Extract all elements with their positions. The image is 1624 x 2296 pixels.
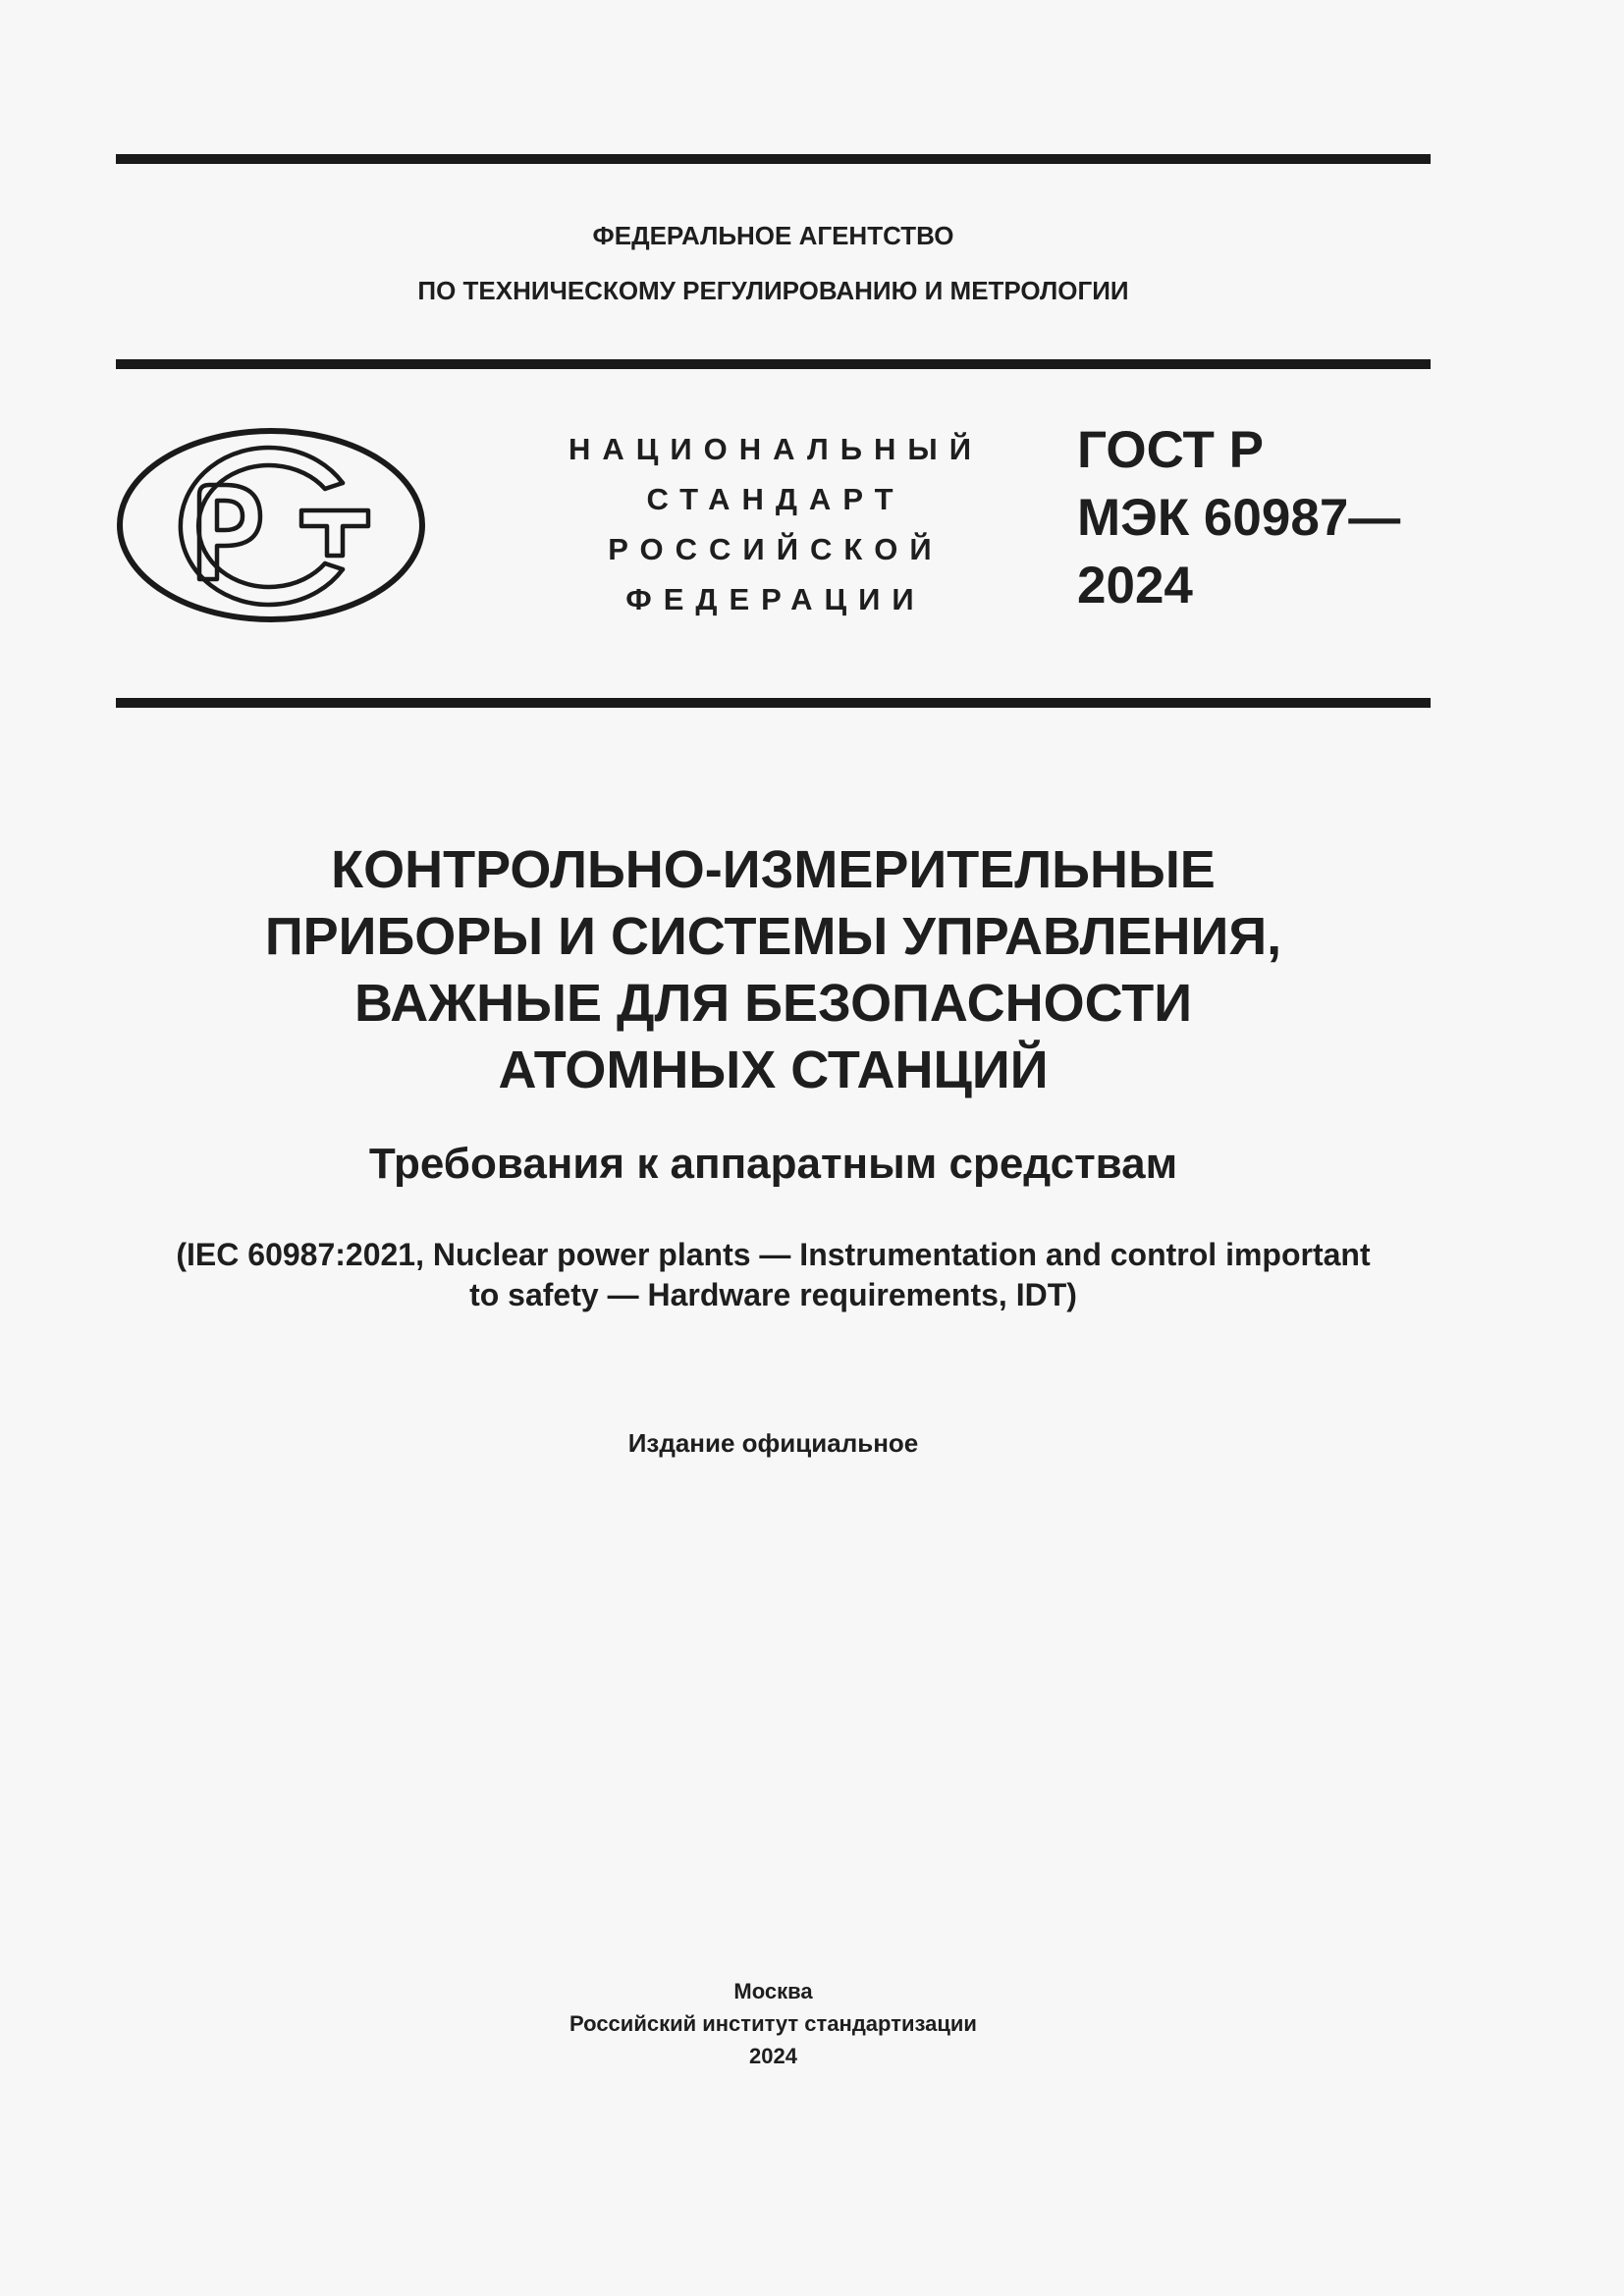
edition-label: Издание официальное	[627, 1428, 919, 1458]
footer-publisher: Российский институт стандартизации	[569, 2011, 977, 2036]
footer-year: 2024	[749, 2044, 797, 2068]
top-rule	[116, 154, 1431, 164]
agency-name-line2: ПО ТЕХНИЧЕСКОМУ РЕГУЛИРОВАНИЮ И МЕТРОЛОГИИ	[417, 276, 1129, 305]
standard-type-line2: СТАНДАРТ	[646, 482, 905, 516]
standard-type-block	[511, 424, 1041, 624]
international-reference-line2: to safety — Hardware requirements, IDT)	[469, 1277, 1077, 1312]
title-line4: АТОМНЫХ СТАНЦИЙ	[498, 1041, 1049, 1099]
title-block-rule	[116, 698, 1431, 708]
designation-line1: ГОСТ Р	[1077, 421, 1264, 479]
agency-name-line1: ФЕДЕРАЛЬНОЕ АГЕНТСТВО	[592, 221, 954, 250]
header-rule	[116, 359, 1431, 369]
document-title	[116, 836, 1431, 1103]
standard-type-line1: НАЦИОНАЛЬНЫЙ	[568, 432, 984, 466]
title-line3: ВАЖНЫЕ ДЛЯ БЕЗОПАСНОСТИ	[353, 974, 1193, 1033]
footer-city: Москва	[733, 1979, 813, 2003]
standard-designation	[1077, 416, 1400, 619]
standard-type-line3: РОССИЙСКОЙ	[608, 532, 944, 566]
designation-line2: МЭК 60987—	[1077, 489, 1401, 547]
international-reference	[116, 1235, 1431, 1315]
international-reference-line1: (IEC 60987:2021, Nuclear power plants — Instrumentation and control important	[176, 1237, 1371, 1272]
title-line1: КОНТРОЛЬНО-ИЗМЕРИТЕЛЬНЫЕ	[331, 840, 1216, 899]
publication-footer	[116, 1975, 1431, 2072]
standard-type-line4: ФЕДЕРАЦИИ	[625, 582, 926, 616]
designation-line3: 2024	[1077, 557, 1193, 614]
rst-emblem-icon	[115, 426, 427, 624]
document-subtitle: Требования к аппаратным средствам	[368, 1140, 1178, 1188]
title-line2: ПРИБОРЫ И СИСТЕМЫ УПРАВЛЕНИЯ,	[264, 907, 1282, 966]
